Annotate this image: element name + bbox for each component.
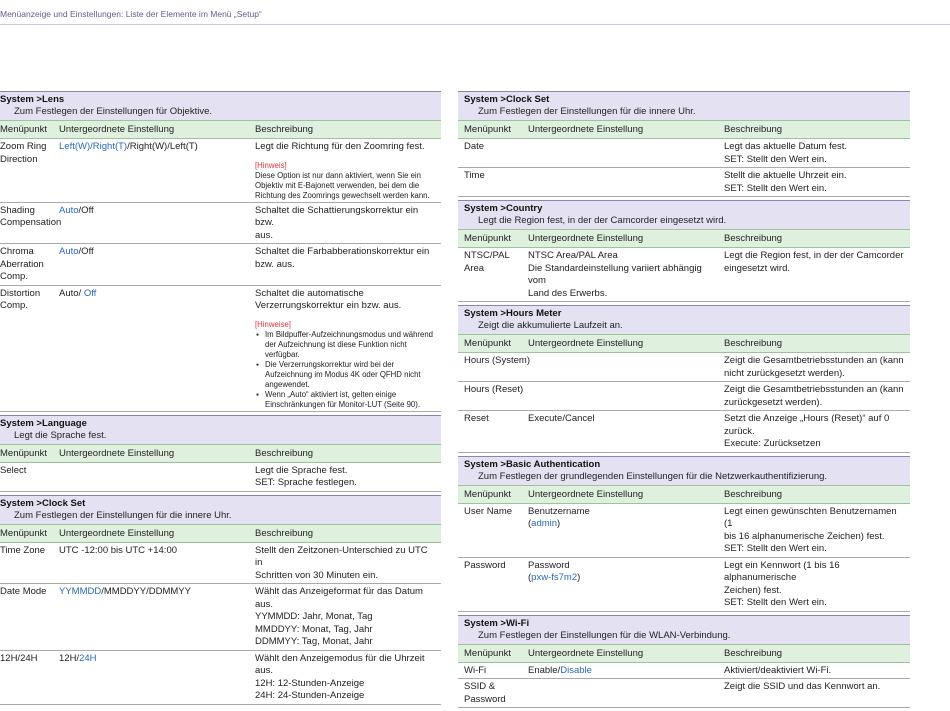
- option-text: /Off: [78, 246, 94, 257]
- section-lens: [0, 91, 441, 412]
- section-basic-authentication: [458, 456, 910, 612]
- section-description: Legt die Region fest, in der der Camcorder eingesetzt wird.: [478, 215, 727, 226]
- hint-item: ● Wenn „Auto“ aktiviert ist, gelten einige Einschränkungen für Monitor-LUT (Seite 90).: [265, 390, 437, 410]
- menu-item-cell: NTSC/PAL Area: [464, 250, 510, 274]
- column-header-row: [458, 485, 910, 504]
- menu-item-cell: Date Mode: [0, 586, 47, 597]
- description-text: SET: Stellt den Wert ein.: [724, 153, 827, 165]
- section-description: Zum Festlegen der Einstellungen für die WLAN-Verbindung.: [478, 629, 731, 641]
- sub-setting-cell: [528, 560, 724, 610]
- section-language: [0, 415, 441, 492]
- hint-note: [255, 161, 437, 201]
- description-text: SET: Stellt den Wert ein.: [724, 597, 827, 608]
- description-cell: [255, 246, 441, 284]
- option-text: Die Standardeinstellung variiert abhängig vom: [528, 262, 702, 286]
- column-header-row: [458, 334, 910, 353]
- section-country: [458, 200, 910, 302]
- sub-setting-cell: [59, 586, 255, 649]
- table-row-date: [458, 139, 910, 168]
- option-text: Land des Erwerbs.: [528, 287, 608, 299]
- column-header-desc: Beschreibung: [255, 447, 314, 459]
- description-text: MMDDYY: Monat, Tag, Jahr: [255, 623, 373, 635]
- column-header-desc: Beschreibung: [724, 124, 783, 135]
- right-column: [458, 91, 910, 711]
- description-cell: [724, 170, 910, 195]
- menu-item-text: SSID &: [464, 681, 496, 692]
- menu-item-cell: Wi-Fi: [464, 664, 487, 676]
- column-header-row: [0, 524, 441, 543]
- sub-setting-cell: [528, 250, 724, 300]
- option-text: /MMDDYY/DDMMYY: [101, 586, 191, 597]
- section-description: Legt die Sprache fest.: [14, 429, 107, 441]
- section-title: System >Hours Meter: [464, 308, 562, 319]
- menu-item-text: Zoom Ring: [0, 141, 47, 152]
- sub-setting-cell: [59, 141, 255, 201]
- default-value: Disable: [560, 664, 592, 676]
- description-text: Legt das aktuelle Datum fest.: [724, 141, 848, 152]
- description-text: zurückgesetzt werden).: [724, 396, 823, 408]
- menu-item-cell: Hours (Reset): [464, 384, 524, 395]
- option-text: /Off: [78, 204, 94, 216]
- column-header-sub: Untergeordnete Einstellung: [528, 647, 644, 659]
- description-text: Zeigt die Gesamtbetriebsstunden an (kann: [724, 384, 904, 395]
- description-cell: [724, 141, 910, 166]
- description-text: 24H: 24-Stunden-Anzeige: [255, 690, 365, 701]
- default-value: Left(W)/Right(T): [59, 141, 128, 152]
- hint-item: ● Im Bildpuffer-Aufzeichnungsmodus und während der Aufzeichnung ist diese Funktion nicht verfügbar.: [265, 330, 437, 360]
- description-text: YYMMDD: Jahr, Monat, Tag: [255, 611, 373, 622]
- table-row-time-zone: [0, 543, 441, 585]
- default-value: 24H: [79, 652, 97, 664]
- sub-setting-cell: [528, 170, 724, 195]
- menu-item-text: Shading: [0, 204, 35, 216]
- description-cell: [255, 141, 441, 201]
- column-header-sub: Untergeordnete Einstellung: [59, 124, 175, 135]
- menu-item-text: Chroma: [0, 246, 34, 257]
- menu-item-cell: Password: [464, 559, 506, 571]
- section-header: [0, 495, 441, 524]
- description-text: nicht zurückgesetzt werden).: [724, 367, 845, 379]
- menu-item-cell: [0, 141, 59, 201]
- sub-setting-cell: [59, 653, 255, 703]
- description-cell: Aktiviert/deaktiviert Wi-Fi.: [724, 664, 832, 676]
- hint-text: Diese Option ist nur dann aktiviert, wenn Sie ein Objektiv mit E-Bajonett verwenden, bei dem die Richtung des Zoomrings gewechselt werden kann.: [255, 170, 430, 200]
- table-row-time: [458, 168, 910, 197]
- table-row-shading: [0, 203, 441, 245]
- description-text: SET: Stellt den Wert ein.: [724, 543, 827, 554]
- table-row-wifi: [458, 663, 910, 680]
- description-text: 12H: 12-Stunden-Anzeige: [255, 677, 365, 689]
- description-text: Setzt die Anzeige „Hours (Reset)“ auf 0: [724, 413, 890, 424]
- column-header-sub: Untergeordnete Einstellung: [528, 233, 644, 244]
- section-description: Zeigt die akkumulierte Laufzeit an.: [478, 320, 623, 331]
- menu-item-cell: Time Zone: [0, 544, 46, 556]
- description-cell: [255, 545, 441, 583]
- paren: ): [557, 518, 561, 529]
- sub-setting-cell: [59, 288, 255, 410]
- description-cell: [724, 355, 910, 380]
- section-header: [0, 91, 441, 120]
- menu-item-cell: Hours (System): [464, 355, 530, 366]
- default-value: pxw-fs7m2: [531, 572, 578, 583]
- description-text: Schaltet die Farbabberationskorrektur ein: [255, 246, 430, 257]
- menu-item-cell: Date: [464, 141, 485, 152]
- option-text: Auto/: [59, 287, 84, 299]
- description-cell: [724, 413, 910, 451]
- section-title: System >Clock Set: [0, 497, 86, 509]
- section-header: [458, 305, 910, 334]
- section-title: System >Clock Set: [464, 94, 550, 105]
- section-title: System >Lens: [0, 94, 65, 105]
- column-header-sub: Untergeordnete Einstellung: [528, 488, 644, 500]
- column-header-sub: Untergeordnete Einstellung: [528, 338, 644, 349]
- hint-label: [Hinweis]: [255, 160, 287, 170]
- description-text: Zeichen) fest.: [724, 584, 782, 596]
- menu-item-text: Aberration: [0, 258, 44, 270]
- sub-setting-cell: UTC -12:00 bis UTC +14:00: [59, 544, 178, 556]
- sub-setting-cell: [59, 205, 255, 243]
- paren: (: [528, 572, 532, 583]
- description-cell: [255, 586, 441, 649]
- menu-item-text: Compensation: [0, 217, 62, 228]
- default-value: Auto: [59, 246, 79, 257]
- column-header-sub: Untergeordnete Einstellung: [528, 124, 644, 135]
- description-text: SET: Sprache festlegen.: [255, 477, 357, 488]
- column-header-desc: Beschreibung: [255, 124, 314, 135]
- column-header-desc: Beschreibung: [724, 488, 783, 500]
- option-text: Benutzername: [528, 505, 590, 517]
- table-row-user-name: [458, 504, 910, 558]
- section-header: [458, 615, 910, 644]
- paren: (: [528, 518, 532, 529]
- header-rule: [0, 24, 950, 25]
- column-header-menu: Menüpunkt: [0, 124, 48, 135]
- menu-item-cell: Reset: [464, 413, 489, 424]
- menu-item-cell: [0, 204, 62, 243]
- sub-setting-cell: Execute/Cancel: [528, 413, 595, 424]
- description-text: SET: Stellt den Wert ein.: [724, 182, 827, 194]
- hint-list: [255, 330, 437, 410]
- description-text: Schritten von 30 Minuten ein.: [255, 569, 379, 581]
- description-cell: [255, 288, 441, 410]
- table-row-hours-reset: [458, 382, 910, 411]
- menu-item-cell: [0, 288, 59, 410]
- column-header-menu: Menüpunkt: [0, 447, 48, 459]
- section-title: System >Language: [0, 417, 87, 429]
- description-cell: [724, 560, 910, 610]
- description-cell: [255, 653, 441, 703]
- section-clock-set: [458, 91, 910, 197]
- default-value: Off: [83, 287, 97, 299]
- section-header: [458, 200, 910, 229]
- sub-setting-cell: [528, 665, 724, 678]
- default-value: Auto: [59, 204, 79, 216]
- menu-item-text: Direction: [0, 153, 38, 165]
- default-value: admin: [531, 518, 558, 529]
- option-text: /Right(W)/Left(T): [127, 141, 198, 152]
- column-header-row: [458, 229, 910, 248]
- table-row-ntsc-pal: [458, 248, 910, 302]
- sub-setting-cell: [528, 681, 724, 706]
- menu-item-cell: [0, 246, 59, 284]
- column-header-menu: Menüpunkt: [464, 488, 512, 500]
- description-text: aus.: [255, 229, 273, 241]
- hint-item: ● Die Verzerrungskorrektur wird bei der Aufzeichnung im Modus 4K oder QFHD nicht angewendet.: [265, 360, 437, 390]
- table-row-chroma: [0, 244, 441, 286]
- description-text: eingesetzt wird.: [724, 262, 791, 274]
- description-text: Wählt das Anzeigeformat für das Datum aus.: [255, 586, 423, 610]
- column-header-menu: Menüpunkt: [0, 527, 48, 539]
- menu-item-text: Comp.: [0, 300, 28, 311]
- section-description: Zum Festlegen der Einstellungen für die innere Uhr.: [478, 106, 696, 117]
- sub-setting-cell: [528, 141, 724, 166]
- sub-setting-cell: [59, 246, 255, 284]
- description-cell: [724, 250, 910, 300]
- section-description: Zum Festlegen der Einstellungen für Objektive.: [14, 106, 213, 117]
- default-value-line: [528, 572, 720, 585]
- column-header-desc: Beschreibung: [255, 527, 314, 539]
- hint-note: [255, 320, 437, 410]
- option-text: Password: [528, 559, 570, 571]
- description-text: Zeigt die Gesamtbetriebsstunden an (kann: [724, 355, 904, 366]
- description-cell: [255, 205, 441, 243]
- menu-item-cell: [458, 681, 528, 706]
- section-title: System >Basic Authentication: [464, 458, 601, 470]
- section-hours-meter: [458, 305, 910, 453]
- section-header: [458, 91, 910, 120]
- left-column: [0, 91, 441, 708]
- description-text: zurück.: [724, 425, 755, 437]
- table-row-distortion: [0, 286, 441, 412]
- menu-item-cell: User Name: [464, 505, 513, 517]
- column-header-desc: Beschreibung: [724, 338, 783, 349]
- description-text: Legt die Sprache fest.: [255, 464, 348, 476]
- column-header-row: [458, 120, 910, 139]
- description-text: Schaltet die automatische: [255, 287, 364, 299]
- description-text: bzw. aus.: [255, 258, 295, 270]
- description-text: Stellt die aktuelle Uhrzeit ein.: [724, 170, 847, 181]
- menu-item-cell: 12H/24H: [0, 652, 38, 664]
- description-text: Verzerrungskorrektur ein bzw. aus.: [255, 300, 402, 311]
- menu-item-text: Password: [464, 693, 506, 705]
- option-text: Enable/: [528, 664, 561, 676]
- column-header-row: [458, 644, 910, 663]
- column-header-desc: Beschreibung: [724, 233, 783, 244]
- section-title: System >Country: [464, 203, 543, 214]
- default-value: YYMMDD: [59, 586, 102, 597]
- description-text: Execute: Zurücksetzen: [724, 438, 821, 449]
- section-header: [458, 456, 910, 485]
- column-header-menu: Menüpunkt: [464, 124, 512, 135]
- table-row-zoom-ring: [0, 139, 441, 203]
- menu-item-cell: Time: [464, 170, 485, 181]
- description-text: Stellt den Zeitzonen-Unterschied zu UTC in: [255, 544, 428, 568]
- description-text: Schaltet die Schattierungskorrektur ein bzw.: [255, 204, 419, 228]
- section-header: [0, 415, 441, 444]
- section-clock-set: [0, 495, 441, 705]
- table-row-password: [458, 558, 910, 612]
- paren: ): [577, 572, 581, 583]
- description-cell: Zeigt die SSID und das Kennwort an.: [724, 681, 881, 692]
- menu-item-text: Distortion: [0, 287, 41, 299]
- description-text: Legt die Region fest, in der der Camcorder: [724, 250, 904, 261]
- page-header: Menüanzeige und Einstellungen: Liste der Elemente im Menü „Setup“: [0, 9, 262, 19]
- option-text: NTSC Area/PAL Area: [528, 250, 618, 261]
- section-title: System >Wi-Fi: [464, 617, 530, 629]
- section-wifi: [458, 615, 910, 709]
- column-header-menu: Menüpunkt: [464, 647, 512, 659]
- section-description: Zum Festlegen der Einstellungen für die innere Uhr.: [14, 509, 232, 521]
- description-text: Wählt den Anzeigemodus für die Uhrzeit aus.: [255, 652, 425, 676]
- column-header-sub: Untergeordnete Einstellung: [59, 447, 175, 459]
- column-header-desc: Beschreibung: [724, 647, 783, 659]
- table-row-reset: [458, 411, 910, 453]
- description-text: Legt einen gewünschten Benutzernamen (1: [724, 505, 897, 529]
- column-header-row: [0, 444, 441, 463]
- menu-item-cell: Select: [0, 464, 27, 476]
- menu-item-text: Comp.: [0, 271, 28, 282]
- description-text: DDMMYY: Tag, Monat, Jahr: [255, 636, 373, 647]
- sub-setting-cell: [528, 506, 724, 556]
- column-header-menu: Menüpunkt: [464, 233, 512, 244]
- table-row-select: [0, 463, 441, 492]
- description-cell: [724, 384, 910, 409]
- section-description: Zum Festlegen der grundlegenden Einstellungen für die Netzwerkauthentifizierung.: [478, 470, 828, 482]
- table-row-12h-24h: [0, 651, 441, 705]
- column-header-menu: Menüpunkt: [464, 338, 512, 349]
- description-text: Legt die Richtung für den Zoomring fest.: [255, 141, 425, 152]
- default-value-line: [528, 518, 720, 531]
- hint-label: [Hinweise]: [255, 319, 291, 329]
- sub-setting-cell: [59, 465, 255, 490]
- column-header-sub: Untergeordnete Einstellung: [59, 527, 175, 539]
- table-row-date-mode: [0, 584, 441, 651]
- description-cell: [255, 465, 441, 490]
- description-text: Legt ein Kennwort (1 bis 16 alphanumerische: [724, 559, 840, 583]
- table-row-hours-system: [458, 353, 910, 382]
- description-cell: [724, 506, 910, 556]
- table-row-ssid-password: [458, 679, 910, 708]
- option-text: 12H/: [59, 652, 80, 664]
- description-text: bis 16 alphanumerische Zeichen) fest.: [724, 530, 885, 542]
- column-header-row: [0, 120, 441, 139]
